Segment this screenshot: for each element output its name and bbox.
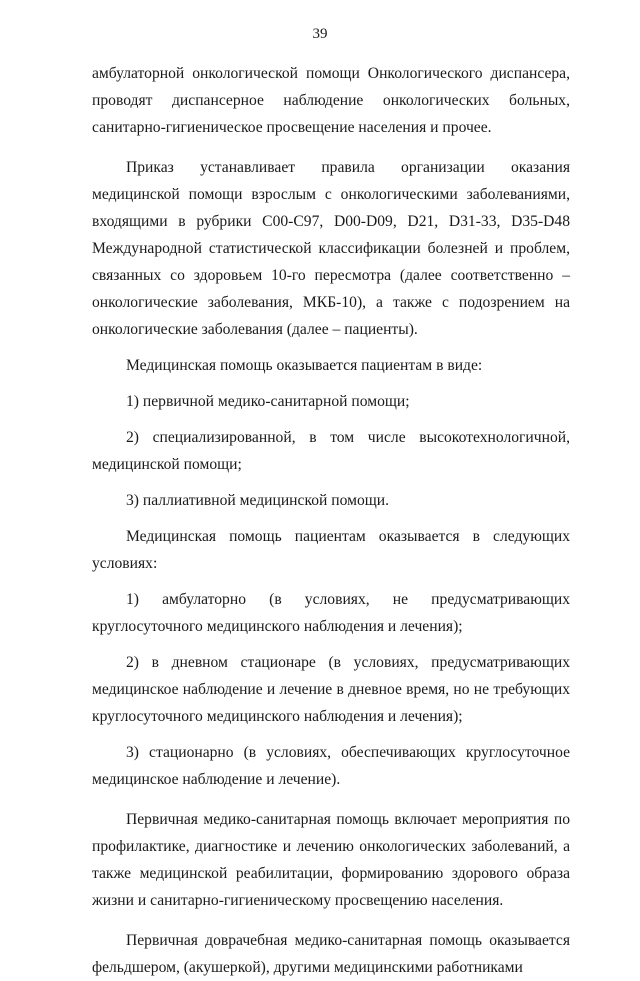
condition-item-2: 2) в дневном стационаре (в условиях, предусматривающих медицинское наблюдение и лечение в дневное время, но не требующих круглосуточного медицинского наблюдения и лечения);	[92, 654, 570, 725]
paragraph-5: Первичная медико-санитарная помощь включает мероприятия по профилактике, диагностике и лечению онкологических заболеваний, а также медицинской реабилитации, формированию здорового образа жизни и санитарно-гигиеническому просвещению населения.	[92, 811, 570, 909]
paragraph-1: амбулаторной онкологической помощи Онкологического диспансера, проводят диспансерное наблюдение онкологических больных, санитарно-гигиеническое просвещение населения и прочее.	[92, 65, 570, 136]
paragraph-6: Первичная доврачебная медико-санитарная помощь оказывается фельдшером, (акушеркой), другими медицинскими работниками	[92, 932, 570, 976]
list-item-2: 2) специализированной, в том числе высокотехнологичной, медицинской помощи;	[92, 429, 570, 473]
list-item-3: 3) паллиативной медицинской помощи.	[126, 492, 390, 509]
paragraph-4: Медицинская помощь пациентам оказывается в следующих условиях:	[92, 528, 570, 572]
condition-item-1: 1) амбулаторно (в условиях, не предусматривающих круглосуточного медицинского наблюдения и лечения);	[92, 591, 570, 635]
page-number: 39	[312, 26, 328, 42]
paragraph-3: Медицинская помощь оказывается пациентам в виде:	[126, 357, 483, 374]
list-item-1: 1) первичной медико-санитарной помощи;	[126, 393, 410, 410]
condition-item-3: 3) стационарно (в условиях, обеспечивающих круглосуточное медицинское наблюдение и лечение).	[92, 744, 570, 788]
document-body	[92, 60, 570, 981]
paragraph-2: Приказ устанавливает правила организации оказания медицинской помощи взрослым с онкологическими заболеваниями, входящими в рубрики C00-C97, D00-D09, D21, D31-33, D35-D48 Международной статистической классификации болезней и проблем, связанных со здоровьем 10-го пересмотра (далее соответственно – онкологические заболевания, МКБ-10), а также с подозрением на онкологические заболевания (далее – пациенты).	[92, 159, 570, 338]
